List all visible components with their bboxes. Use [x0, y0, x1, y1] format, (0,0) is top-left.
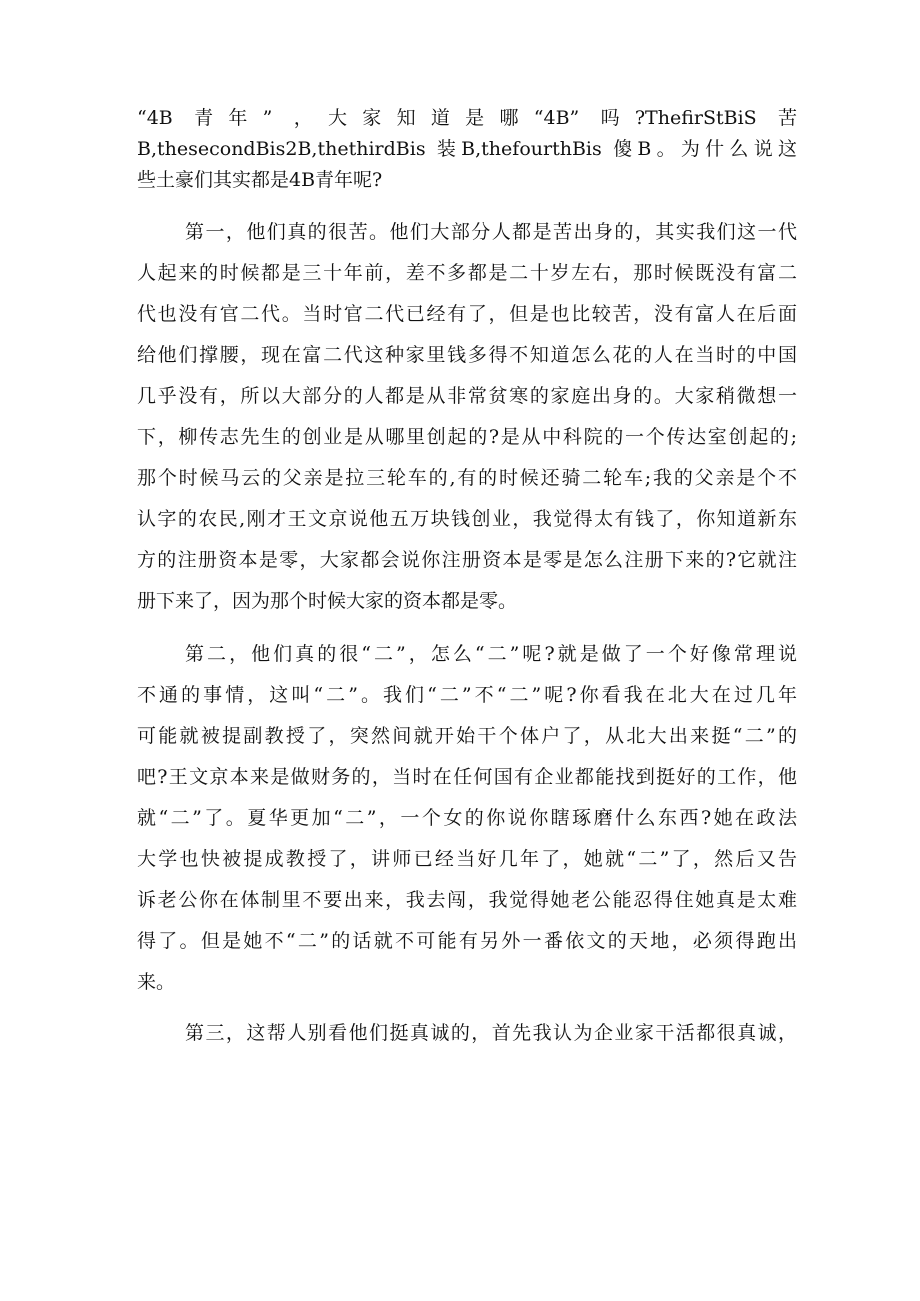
paragraph-line: 第一，他们真的很苦。他们大部分人都是苦出身的，其实我们这一代 [185, 221, 797, 243]
paragraph-line: 就“二”了。夏华更加“二”，一个女的你说你瞎琢磨什么东西?她在政法 [137, 807, 797, 829]
paragraph-line: 得了。但是她不“二”的话就不可能有另外一番依文的天地，必须得跑出 [137, 930, 797, 952]
paragraph-line: 代也没有官二代。当时官二代已经有了，但是也比较苦，没有富人在后面 [137, 303, 797, 325]
paragraph-line: 来。 [137, 971, 176, 993]
paragraph-line: 认字的农民,刚才王文京说他五万块钱创业，我觉得太有钱了，你知道新东 [137, 508, 797, 530]
paragraph-line: 给他们撑腰，现在富二代这种家里钱多得不知道怎么花的人在当时的中国 [137, 344, 797, 366]
paragraph-line: 第二，他们真的很“二”，怎么“二”呢?就是做了一个好像常理说 [185, 643, 797, 665]
paragraph-line: 些土豪们其实都是4B青年呢? [137, 169, 383, 191]
paragraph-line: 第三，这帮人别看他们挺真诚的，首先我认为企业家干活都很真诚， [185, 1022, 797, 1044]
paragraph-line: 几乎没有，所以大部分的人都是从非常贫寒的家庭出身的。大家稍微想一 [137, 385, 797, 407]
paragraph-line: 人起来的时候都是三十年前，差不多都是二十岁左右，那时候既没有富二 [137, 262, 797, 284]
paragraph-line: 册下来了，因为那个时候大家的资本都是零。 [137, 590, 518, 612]
paragraph-line: 可能就被提副教授了，突然间就开始干个体户了，从北大出来挺“二”的 [137, 725, 797, 747]
paragraph-line: 诉老公你在体制里不要出来，我去闯，我觉得她老公能忍得住她真是太难 [137, 889, 797, 911]
paragraph-line: 不通的事情，这叫“二”。我们“二”不“二”呢?你看我在北大在过几年 [137, 684, 797, 706]
paragraph-line: 吧?王文京本来是做财务的，当时在任何国有企业都能找到挺好的工作，他 [137, 766, 797, 788]
paragraph-line: 方的注册资本是零，大家都会说你注册资本是零是怎么注册下来的?它就注 [137, 549, 797, 571]
paragraph-line: 那个时候马云的父亲是拉三轮车的,有的时候还骑二轮车;我的父亲是个不 [137, 467, 797, 489]
paragraph-line: 大学也快被提成教授了，讲师已经当好几年了，她就“二”了，然后又告 [137, 848, 797, 870]
paragraph-line: “4B 青年” ，大家知道是哪“4B” 吗?ThefirStBiS 苦 [137, 107, 797, 129]
paragraph-line: 下，柳传志先生的创业是从哪里创起的?是从中科院的一个传达室创起的; [137, 426, 797, 448]
paragraph-line: B,thesecondBis2B,thethirdBis 装B,thefourthBis 傻B。为什么说这 [137, 138, 797, 160]
